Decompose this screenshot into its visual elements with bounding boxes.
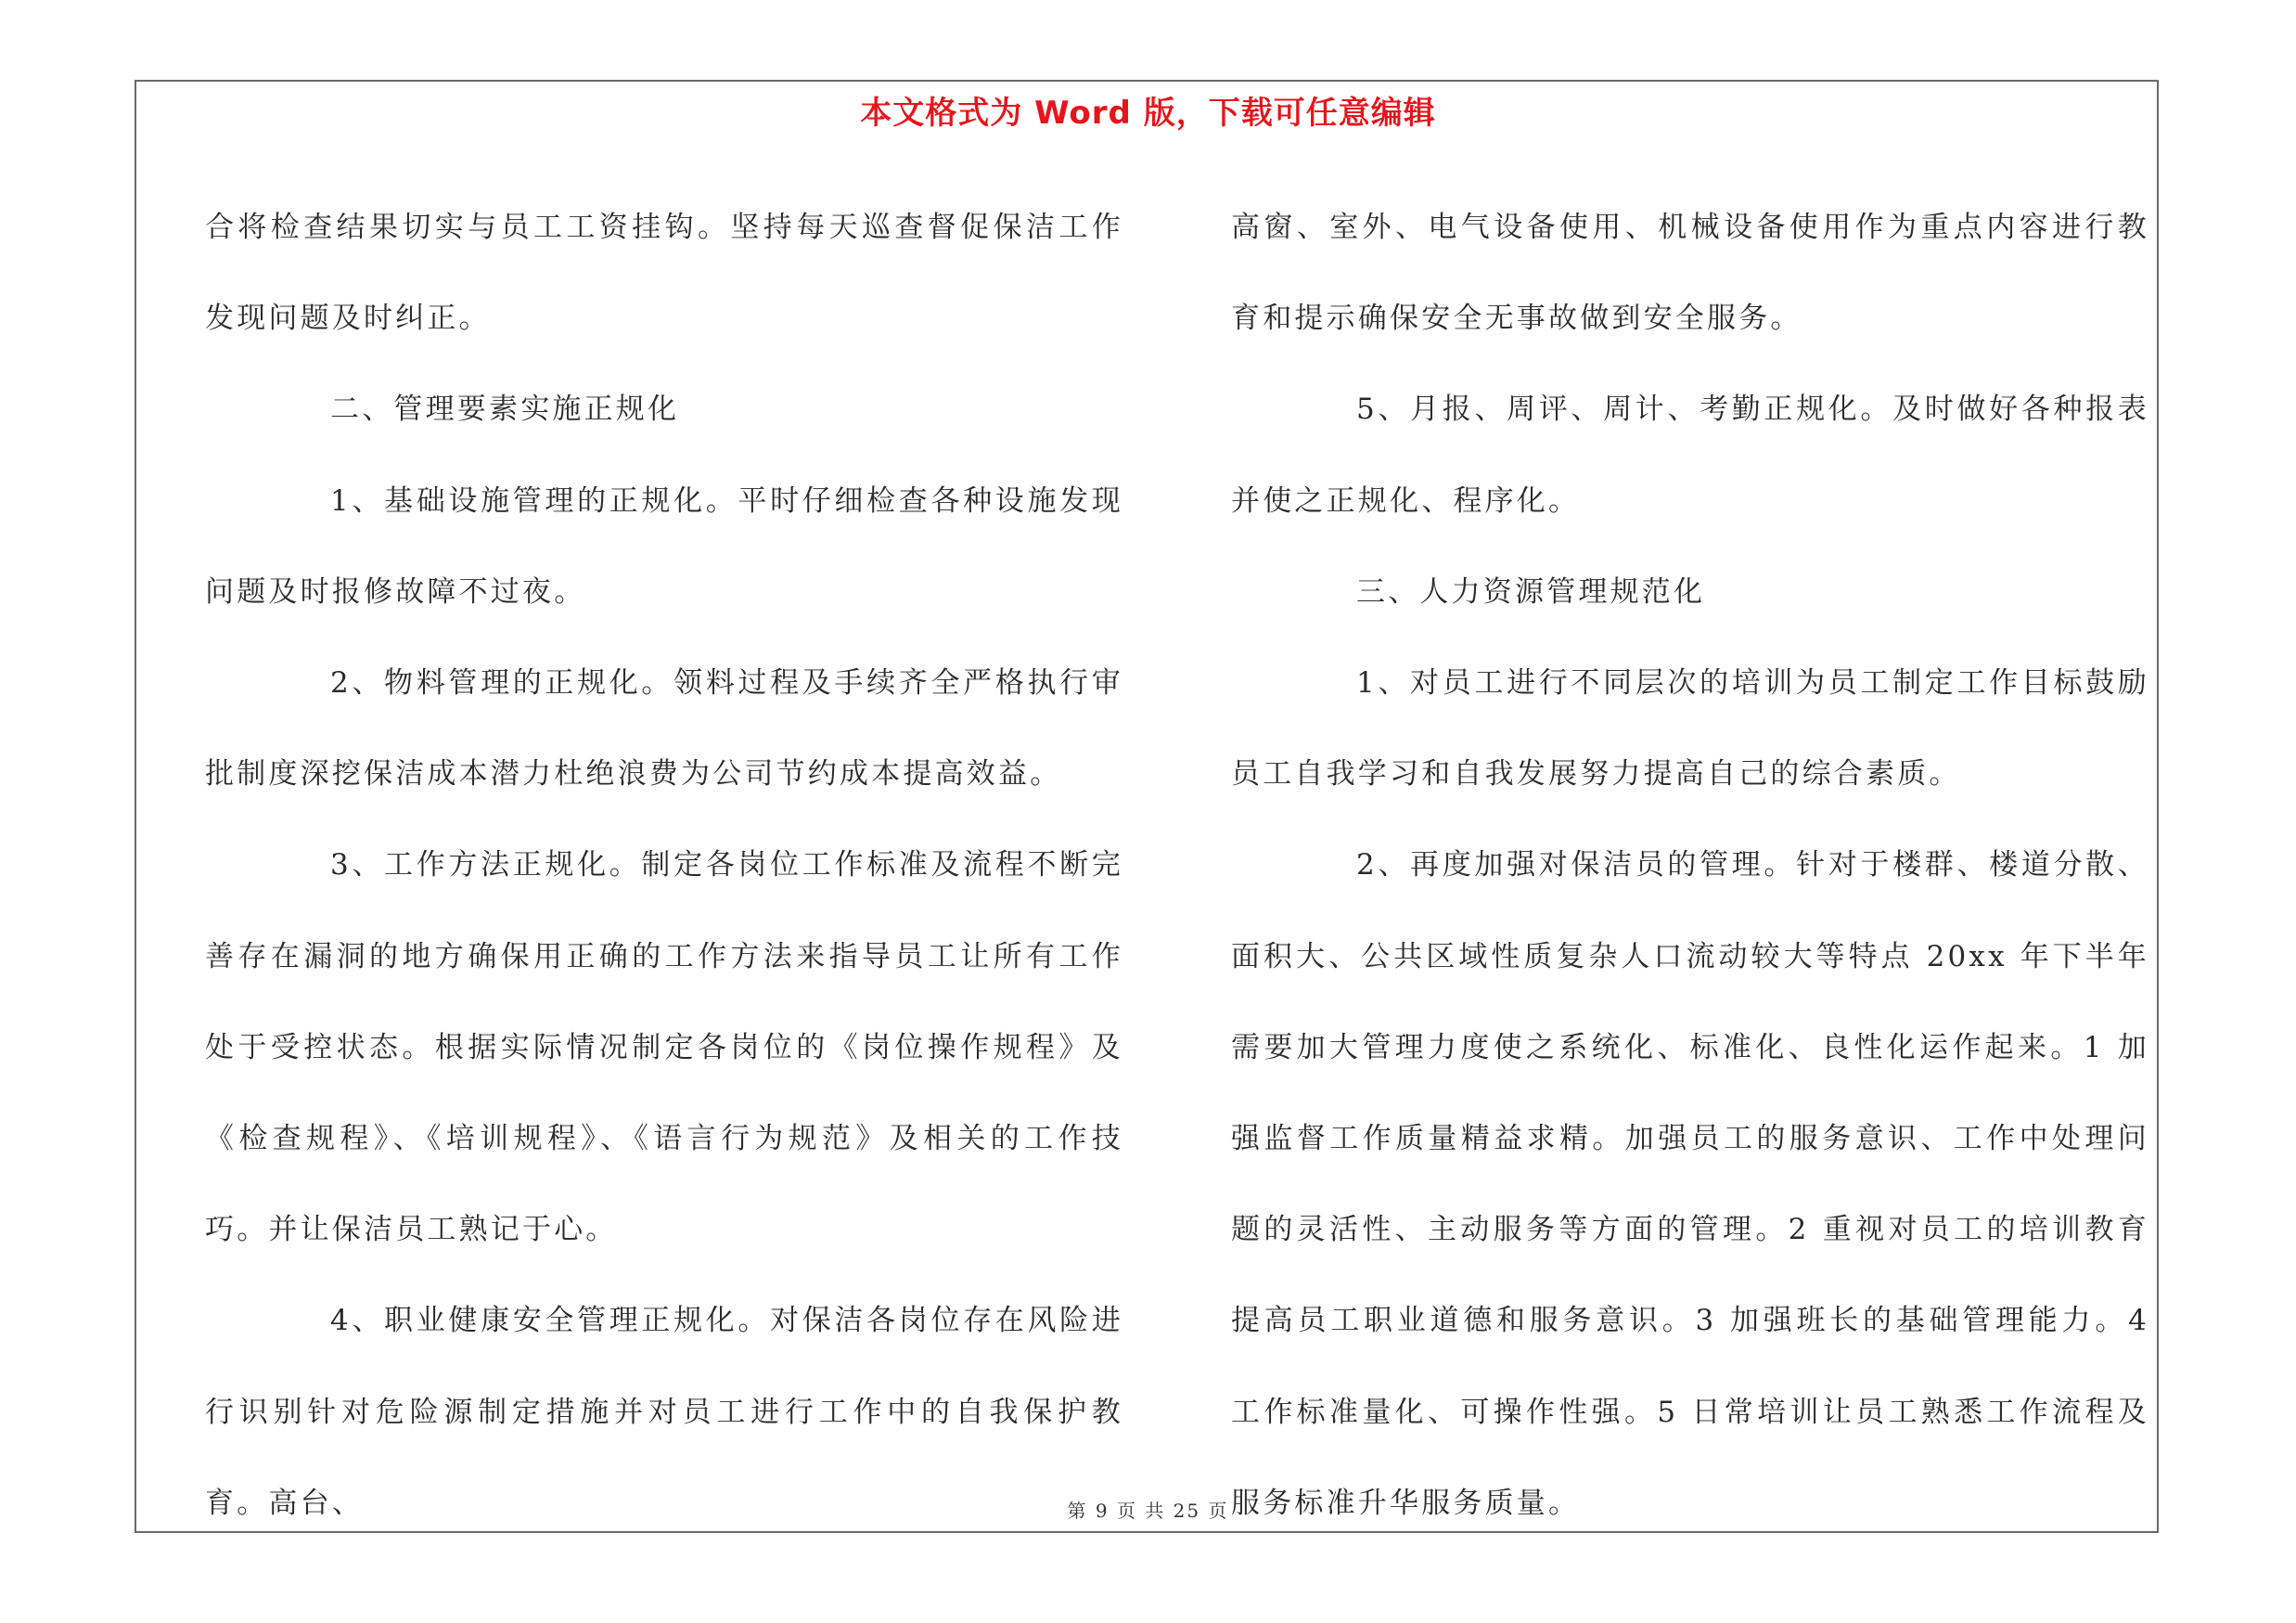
format-banner: 本文格式为 Word 版，下载可任意编辑 (860, 95, 1436, 132)
paragraph: 2、再度加强对保洁员的管理。针对于楼群、楼道分散、面积大、公共区域性质复杂人口流动较大等特点 20xx 年下半年需要加大管理力度使之系统化、标准化、良性化运作起来。1 加强监督工作质量精益求精。加强员工的服务意识、工作中处理问题的灵活性、主动服务等方面的管理。2 重视对员工的培训教育提高员工职业道德和服务意识。3 加强班长的基础管理能力。4 工作标准量化、可操作性强。5 日常培训让员工熟悉工作流程及服务标准升华服务质量。 (1231, 848, 2149, 1520)
paragraph: 5、月报、周评、周计、考勤正规化。及时做好各种报表并使之正规化、程序化。 (1231, 393, 2149, 518)
paragraph: 3、工作方法正规化。制定各岗位工作标准及流程不断完善存在漏洞的地方确保用正确的工作方法来指导员工让所有工作处于受控状态。根据实际情况制定各岗位的《岗位操作规程》及《检查规程》、《培训规程》、《语言行为规范》及相关的工作技巧。并让保洁员工熟记于心。 (205, 848, 1123, 1247)
page-number: 第 9 页 共 25 页 (1067, 1500, 1229, 1522)
paragraph: 2、物料管理的正规化。领料过程及手续齐全严格执行审批制度深挖保洁成本潜力杜绝浪费为公司节约成本提高效益。 (205, 666, 1123, 792)
paragraph: 高窗、室外、电气设备使用、机械设备使用作为重点内容进行教育和提示确保安全无事故做到安全服务。 (1231, 211, 2149, 336)
paragraph: 1、对员工进行不同层次的培训为员工制定工作目标鼓励员工自我学习和自我发展努力提高自己的综合素质。 (1231, 666, 2149, 792)
right-column (1231, 182, 2149, 1549)
section-heading: 三、人力资源管理规范化 (1356, 574, 1706, 609)
paragraph: 合将检查结果切实与员工工资挂钩。坚持每天巡查督促保洁工作发现问题及时纠正。 (205, 211, 1123, 336)
paragraph: 4、职业健康安全管理正规化。对保洁各岗位存在风险进行识别针对危险源制定措施并对员工进行工作中的自我保护教育。高台、 (205, 1304, 1123, 1520)
section-heading: 二、管理要素实施正规化 (330, 393, 680, 427)
paragraph: 1、基础设施管理的正规化。平时仔细检查各种设施发现问题及时报修故障不过夜。 (205, 483, 1123, 609)
left-column (205, 182, 1123, 1549)
